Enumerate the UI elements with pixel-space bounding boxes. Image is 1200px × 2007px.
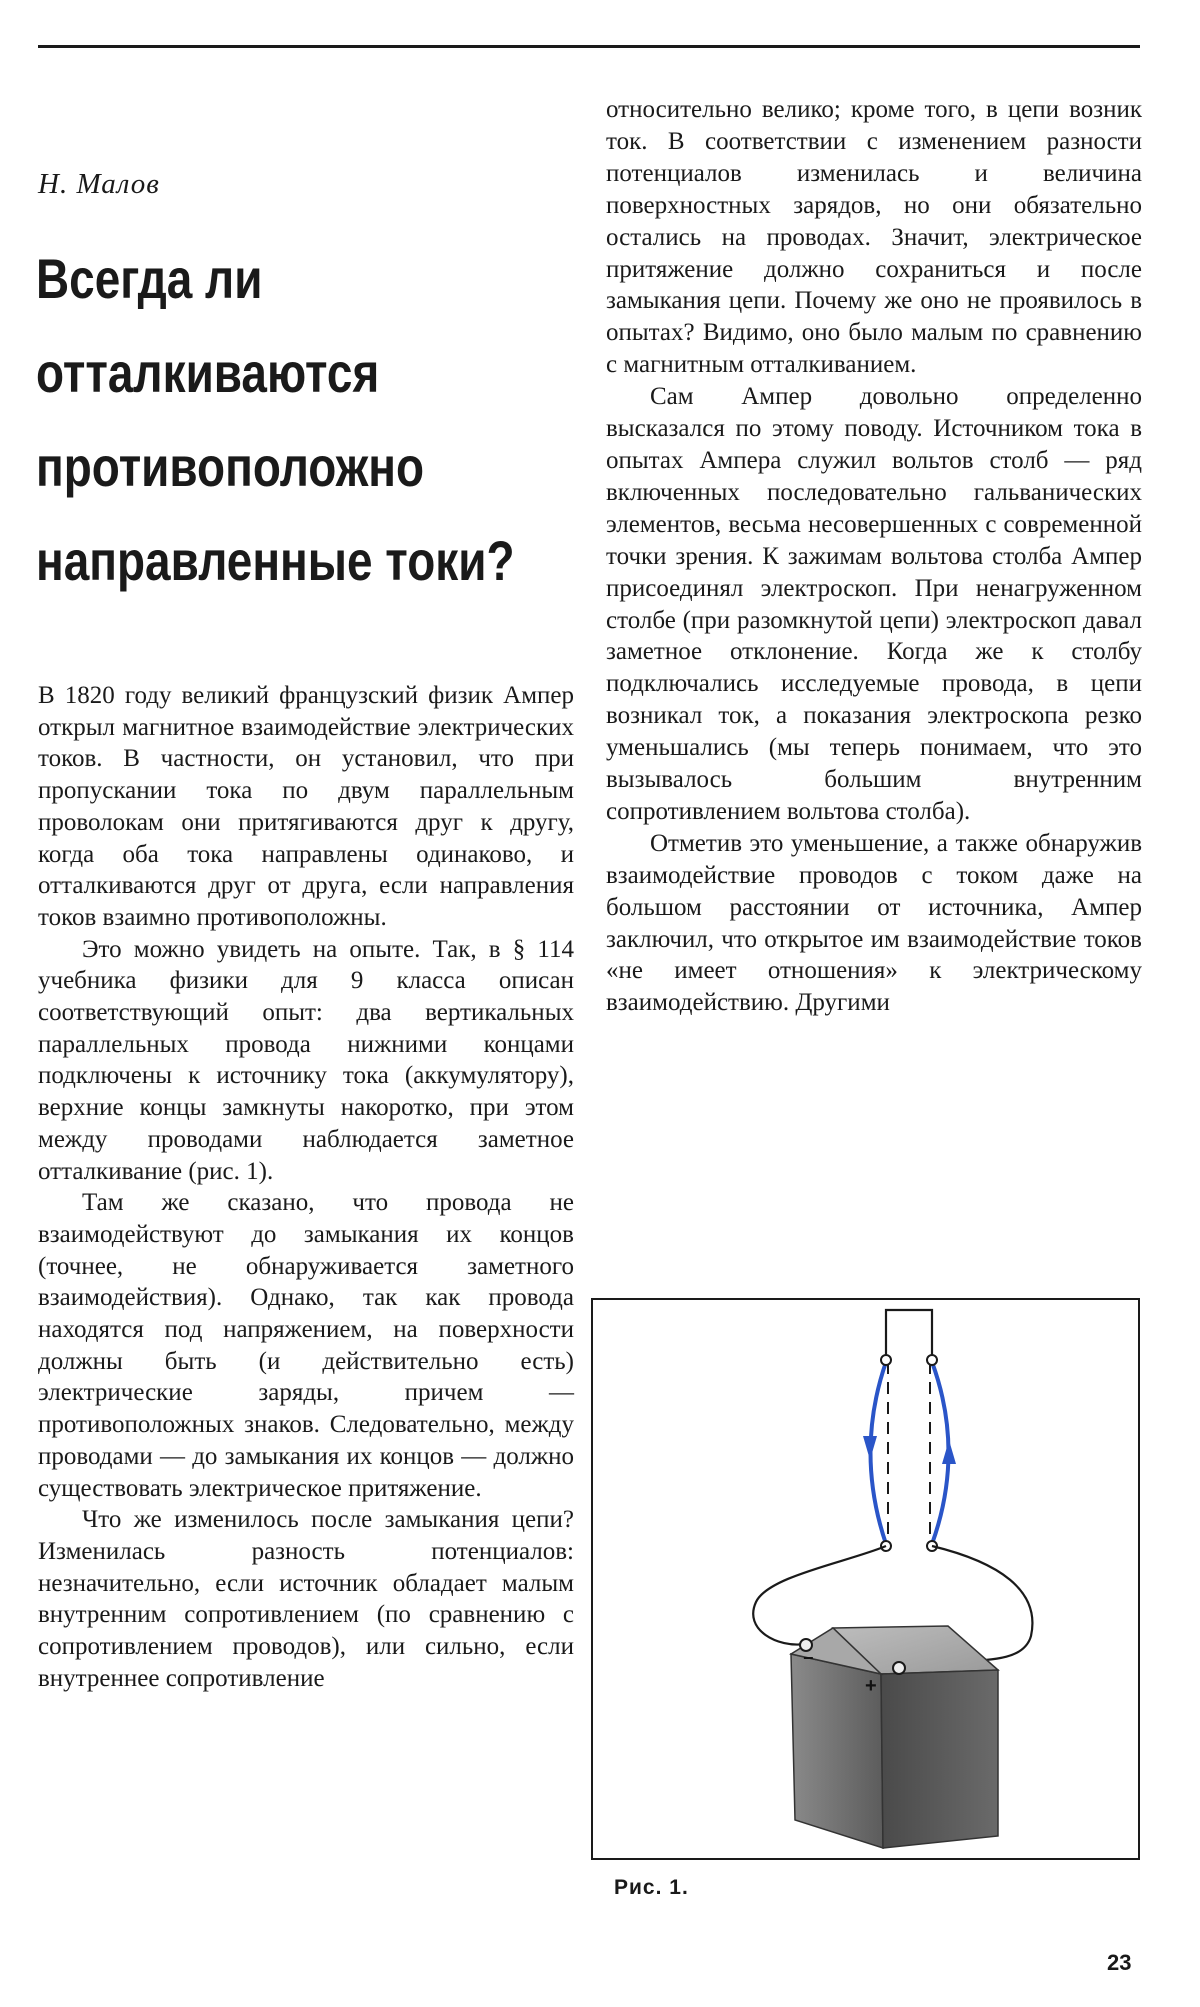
article-title bbox=[36, 232, 515, 608]
terminal-icon bbox=[881, 1355, 891, 1365]
paragraph: Что же изменилось после замыкания цепи? Изменилась разность потенциалов: незначительно, если источник обладает малым внутренним сопротивлением (по сравнению с сопротивлением проводов), или сильно, если внутреннее сопротивление bbox=[38, 1506, 574, 1692]
paragraph: Сам Ампер довольно определенно высказался по этому поводу. Источником тока в опытах Ампера служил вольтов столб — ряд включенных последовательно гальванических элементов, весьма несовершенных с современной точки зрения. К зажимам вольтова столба Ампер присоединял электроскоп. При ненагруженном столбе (при разомкнутой цепи) электроскоп давал заметное отклонение. Когда же к столбу подключались исследуемые провода, в цепи возникал ток, а показания электроскопа резко уменьшались (мы теперь понимаем, что это вызывалось большим внутренним сопротивлением вольтова столба). bbox=[606, 383, 1142, 825]
top-rule bbox=[38, 45, 1140, 48]
left-text-column bbox=[38, 680, 574, 1695]
paragraph: Это можно увидеть на опыте. Так, в § 114 учебника физики для 9 класса описан соответствующий опыт: два вертикальных параллельных провода нижними концами подключены к источнику тока (аккумулятору), верхние концы замкнуты накоротко, при этом между проводами наблюдается заметное отталкивание (рис. 1). bbox=[38, 935, 574, 1185]
minus-sign: − bbox=[803, 1648, 814, 1668]
plus-sign: + bbox=[865, 1675, 877, 1697]
page-number: 23 bbox=[1107, 1950, 1132, 1975]
figure-1 bbox=[591, 1298, 1140, 1860]
figure-caption: Рис. 1. bbox=[614, 1876, 689, 1899]
paragraph: относительно велико; кроме того, в цепи возник ток. В соответствии с изменением разности потенциалов изменилась и величина поверхностных зарядов, но они обязательно остались на проводах. Значит, электрическое притяжение должно сохраниться и после замыкания цепи. Почему же оно не проявилось в опытах? Видимо, оно было малым по сравнению с магнитным отталкиванием. bbox=[606, 96, 1142, 379]
title-line-3: противоположно bbox=[36, 435, 425, 498]
terminal-icon bbox=[927, 1355, 937, 1365]
title-line-4: направленные токи? bbox=[36, 529, 515, 592]
up-arrow-icon bbox=[942, 1440, 956, 1464]
article-author: Н. Малов bbox=[38, 168, 160, 200]
circuit-illustration bbox=[593, 1300, 1138, 1858]
right-text-column bbox=[606, 94, 1142, 1019]
paragraph: В 1820 году великий французский физик Ампер открыл магнитное взаимодействие электрических токов. В частности, он установил, что при пропускании тока по двум параллельным проволокам они притягиваются друг к другу, когда оба тока направлены одинаково, и отталкиваются друг от друга, если направления токов взаимно противоположны. bbox=[38, 682, 574, 931]
left-wire bbox=[871, 1362, 887, 1544]
battery-terminal-icon bbox=[893, 1662, 905, 1674]
title-line-2: отталкиваются bbox=[36, 341, 380, 404]
paragraph: Там же сказано, что провода не взаимодействуют до замыкания их концов (точнее, не обнаруживается заметного взаимодействия). Однако, так как провода находятся под напряжением, на поверхности должны быть (и действительно есть) электрические заряды, причем — противоположных знаков. Следовательно, между проводами — до замыкания их концов — должно существовать электрическое притяжение. bbox=[38, 1189, 574, 1502]
paragraph: Отметив это уменьшение, а также обнаружив взаимодействие проводов с током даже на большом расстоянии от источника, Ампер заключил, что открытое им взаимодействие токов «не имеет отношения» к электрическому взаимодействию. Другими bbox=[606, 829, 1142, 1017]
title-line-1: Всегда ли bbox=[36, 247, 263, 310]
down-arrow-icon bbox=[863, 1436, 877, 1460]
short-circuit-wire bbox=[886, 1310, 932, 1358]
battery bbox=[791, 1626, 998, 1848]
